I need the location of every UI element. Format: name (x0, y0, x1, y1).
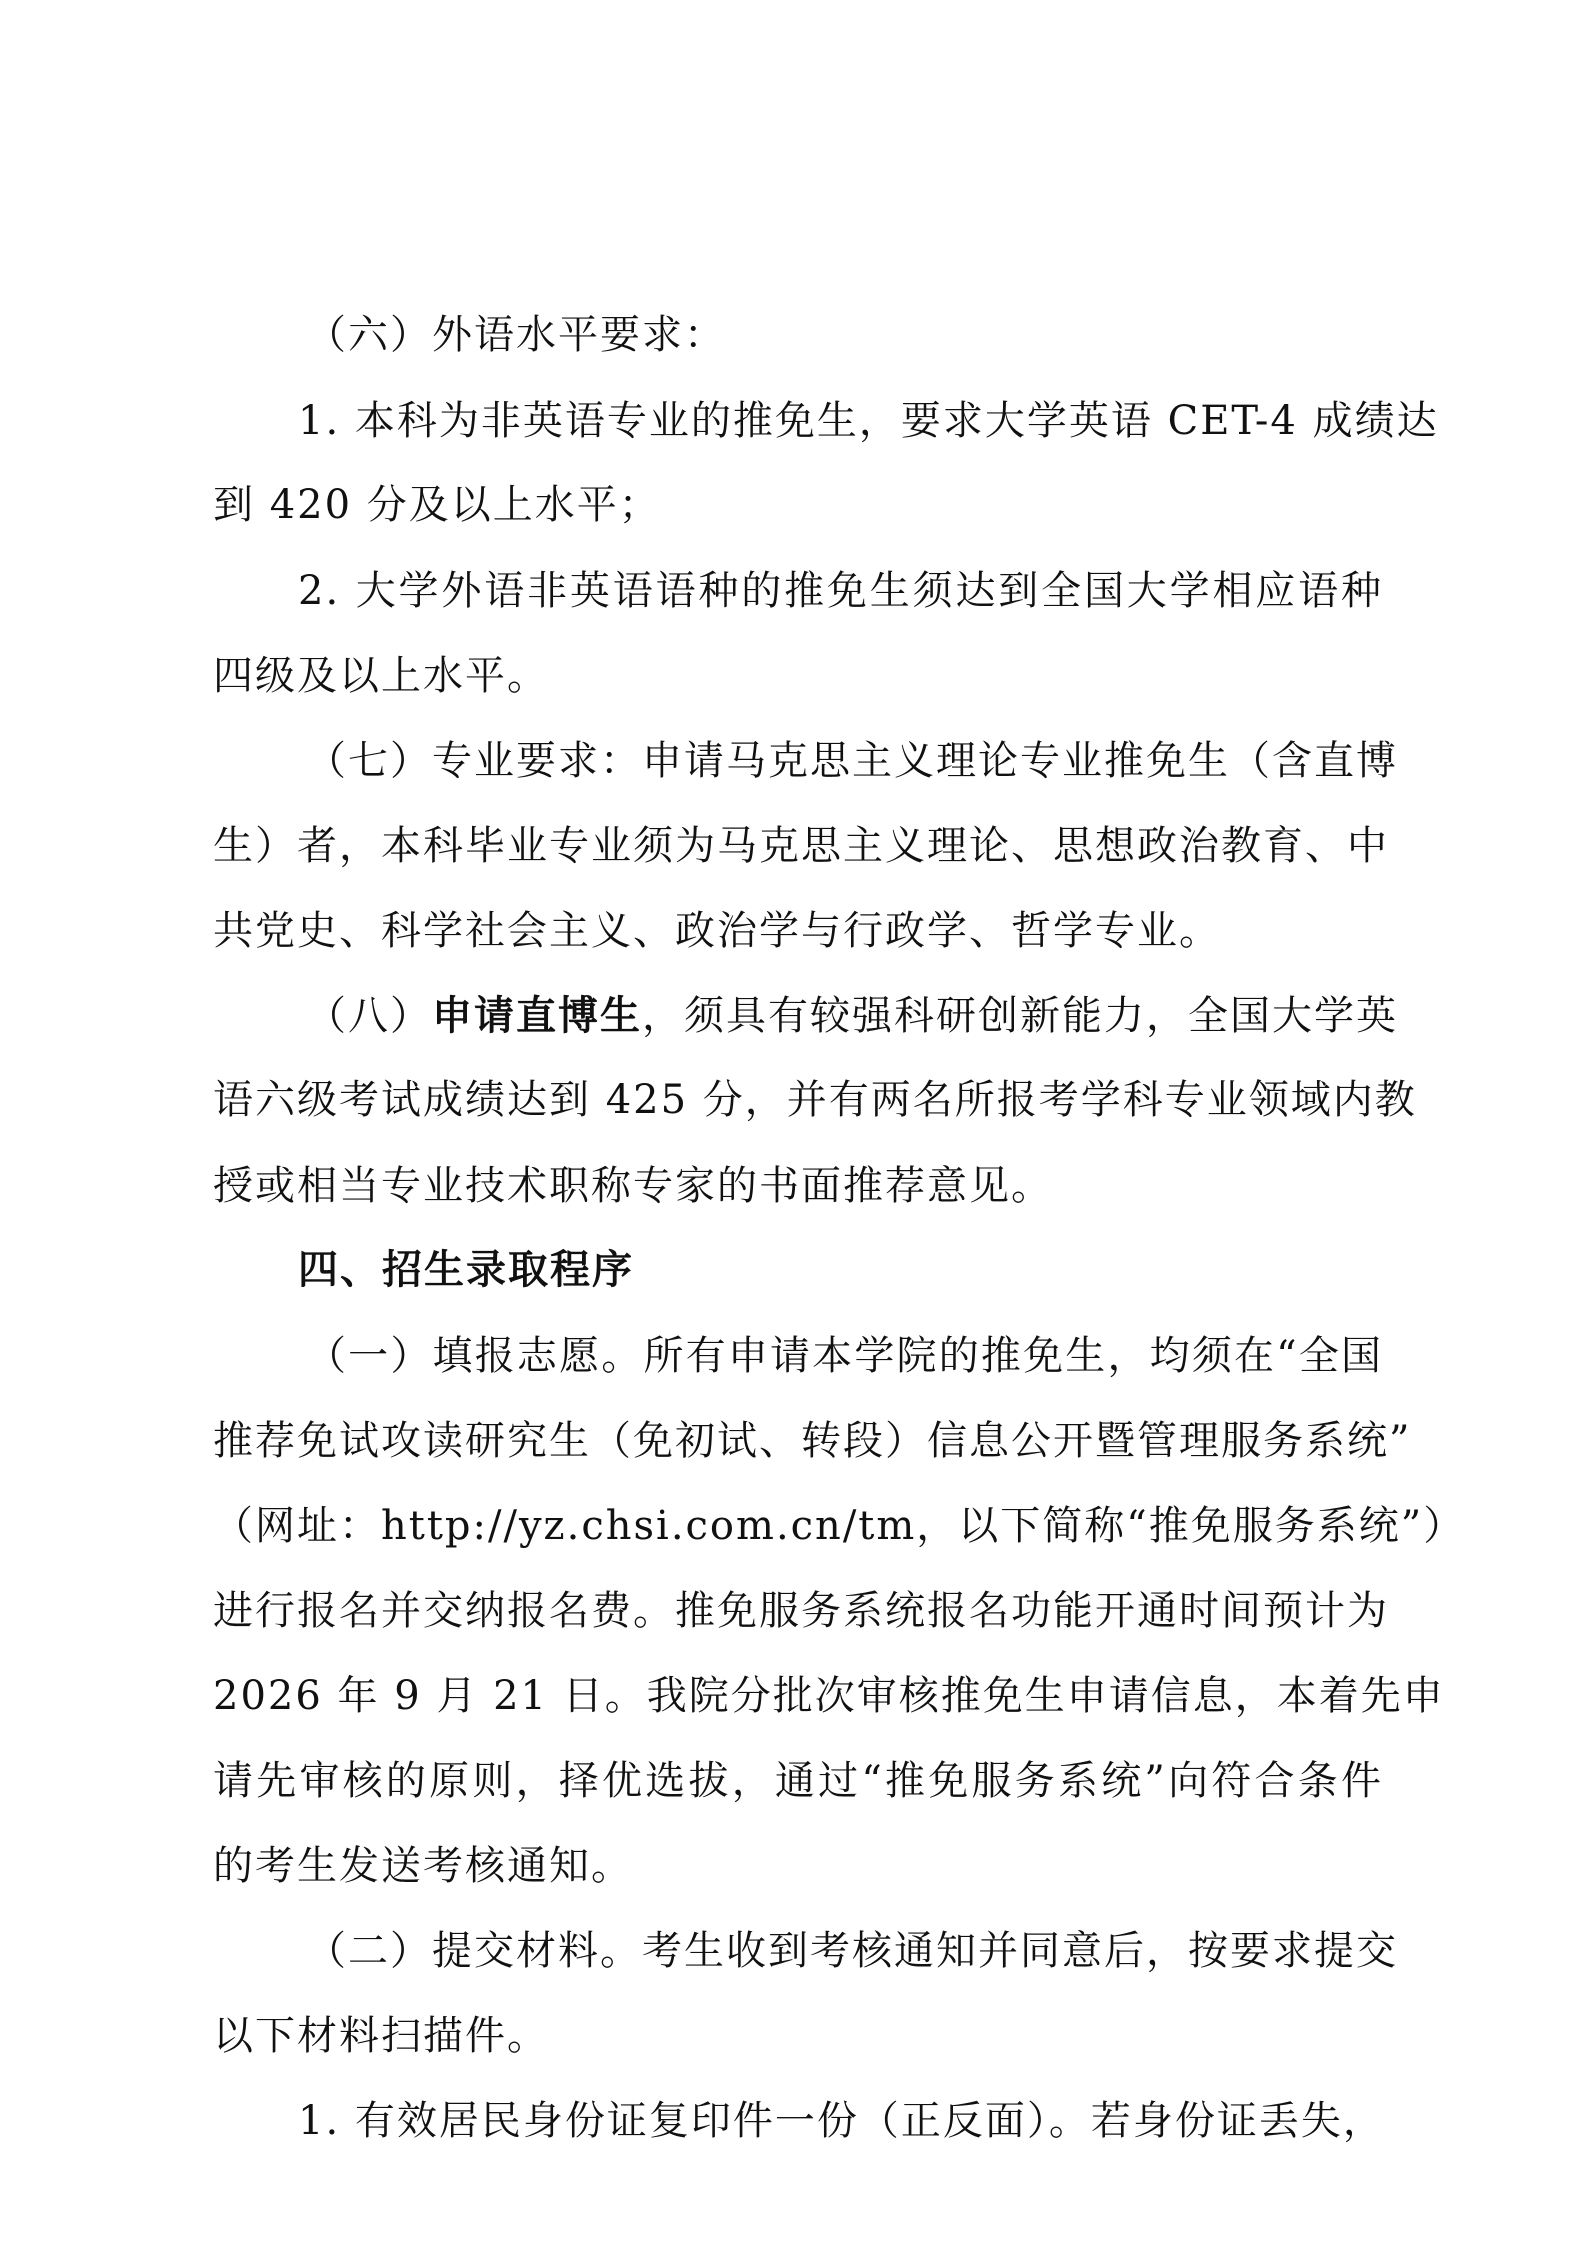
paragraph-line: 生）者，本科毕业专业须为马克思主义理论、思想政治教育、中 (213, 823, 1389, 869)
paragraph-text: ，须具有较强科研创新能力，全国大学英 (642, 993, 1398, 1039)
paragraph-line: 进行报名并交纳报名费。推免服务系统报名功能开通时间预计为 (213, 1588, 1389, 1634)
paragraph-line: （七）专业要求：申请马克思主义理论专业推免生（含直博 (306, 738, 1398, 784)
paragraph-line: （一）填报志愿。所有申请本学院的推免生，均须在“全国 (306, 1333, 1383, 1379)
bold-term: 申请直博生 (432, 992, 642, 1039)
paragraph-line: 1. 有效居民身份证复印件一份（正反面）。若身份证丢失， (298, 2098, 1385, 2144)
section-heading: 四、招生录取程序 (298, 1247, 634, 1293)
paragraph-line: 请先审核的原则，择优选拔，通过“推免服务系统”向符合条件 (213, 1758, 1383, 1804)
paragraph-line: 四级及以上水平。 (213, 653, 549, 699)
paragraph-line: （二）提交材料。考生收到考核通知并同意后，按要求提交 (306, 1928, 1398, 1974)
paragraph-line: 共党史、科学社会主义、政治学与行政学、哲学专业。 (213, 908, 1221, 954)
paragraph-line: 推荐免试攻读研究生（免初试、转段）信息公开暨管理服务系统” (213, 1418, 1412, 1464)
paragraph-line: 1. 本科为非英语专业的推免生，要求大学英语 CET-4 成绩达 (298, 398, 1439, 444)
paragraph-line: （网址：http://yz.chsi.com.cn/tm，以下简称“推免服务系统”） (213, 1503, 1466, 1549)
paragraph-line: 的考生发送考核通知。 (213, 1843, 633, 1889)
section-eight-marker: （八） (306, 993, 432, 1039)
paragraph-line: 2026 年 9 月 21 日。我院分批次审核推免生申请信息，本着先申 (213, 1673, 1445, 1719)
paragraph-line: 语六级考试成绩达到 425 分，并有两名所报考学科专业领域内教 (213, 1077, 1417, 1123)
section-six-heading: （六）外语水平要求： (306, 312, 726, 358)
paragraph-line: 到 420 分及以上水平； (213, 482, 661, 528)
paragraph-line: 2. 大学外语非英语语种的推免生须达到全国大学相应语种 (298, 568, 1383, 614)
paragraph-line (306, 991, 1398, 1041)
paragraph-line: 以下材料扫描件。 (213, 2013, 549, 2059)
paragraph-line: 授或相当专业技术职称专家的书面推荐意见。 (213, 1163, 1053, 1209)
